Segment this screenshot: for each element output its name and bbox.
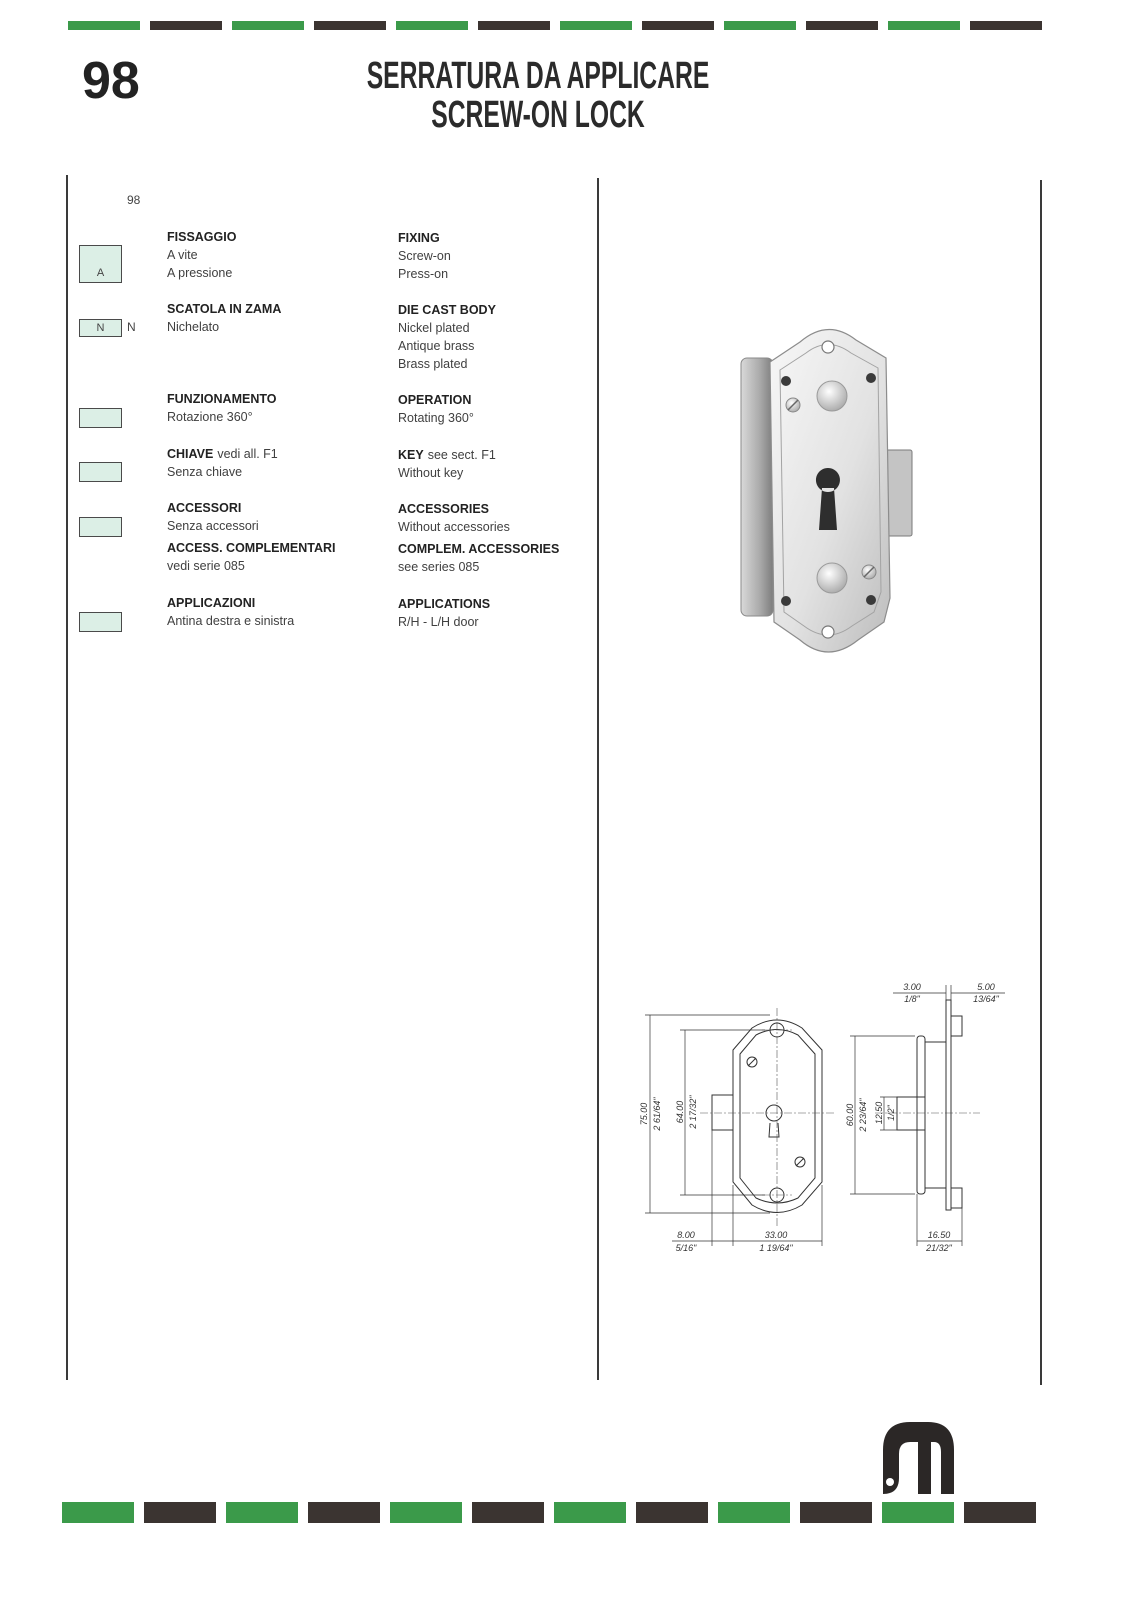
dim-flange-mm: 5.00 [977, 982, 995, 992]
bolt-side [897, 1097, 925, 1130]
page-title [343, 57, 733, 135]
spec-complementary-it [167, 539, 336, 575]
rivet-bottom-left [781, 596, 791, 606]
title-english: SCREW-ON LOCK [431, 94, 645, 136]
dim-hole-spacing-in: 2 17/32" [688, 1095, 698, 1129]
stripe-dark [642, 21, 714, 30]
stripe-green [232, 21, 304, 30]
brand-logo [875, 1415, 960, 1500]
stripe-green [226, 1502, 298, 1523]
side-view [897, 1000, 962, 1210]
dim-plate-width-in: 1 19/64" [759, 1243, 793, 1253]
spec-accessories-en [398, 500, 510, 536]
spec-heading: COMPLEM. ACCESSORIES [398, 542, 560, 556]
title-italian: SERRATURA DA APPLICARE [366, 55, 710, 97]
spec-accessories-it [167, 499, 259, 535]
stripe-green [390, 1502, 462, 1523]
spec-value: Antina destra e sinistra [167, 614, 295, 628]
spec-heading-note: vedi all. F1 [217, 447, 278, 461]
dim-depth-in: 21/32" [926, 1243, 952, 1253]
spec-value: see series 085 [398, 560, 480, 574]
stripe-green [724, 21, 796, 30]
rivet-top-right [866, 373, 876, 383]
stripe-green [560, 21, 632, 30]
front-plate-inner-outline [740, 1030, 815, 1204]
stripe-dark [308, 1502, 380, 1523]
stripe-dark [314, 21, 386, 30]
stripe-dark [964, 1502, 1036, 1523]
spec-heading: OPERATION [398, 393, 472, 407]
dim-bolt-height-mm: 12.50 [874, 1101, 884, 1125]
spec-applications-it [167, 594, 294, 630]
side-flange-tab-top [951, 1016, 962, 1036]
spec-heading: DIE CAST BODY [398, 303, 496, 317]
side-flange [946, 1000, 951, 1210]
spec-heading-row [398, 446, 496, 464]
spec-value: Screw-on [398, 249, 451, 263]
spec-fixing-it [167, 228, 236, 282]
spec-heading-note: see sect. F1 [427, 448, 496, 462]
spec-value: Brass plated [398, 357, 468, 371]
spec-body-en [398, 301, 496, 373]
spec-heading: ACCESSORIES [398, 502, 489, 516]
stripe-dark [478, 21, 550, 30]
dim-flange-in: 13/64" [973, 994, 999, 1004]
stripe-dark [970, 21, 1042, 30]
keyhole-outline [769, 1123, 779, 1137]
spec-applications-en [398, 595, 490, 631]
dim-hole-spacing-mm: 64.00 [675, 1100, 685, 1124]
spec-heading: FISSAGGIO [167, 230, 237, 244]
middle-column-rule [597, 178, 599, 1380]
section-reference: 98 [127, 193, 141, 207]
spec-complementary-en [398, 540, 559, 576]
option-box-fixing [79, 245, 122, 283]
spec-heading: ACCESSORI [167, 501, 242, 515]
dim-plate-width-mm: 33.00 [764, 1230, 788, 1240]
stripe-green [68, 21, 140, 30]
dim-plate-thickness-mm: 3.00 [903, 982, 921, 992]
left-column-rule [66, 175, 68, 1380]
lock-side-face [741, 358, 773, 616]
option-box-body [79, 319, 122, 337]
option-box-applications [79, 612, 122, 632]
page-number: 98 [82, 52, 140, 110]
spec-value: Senza accessori [167, 519, 259, 533]
dim-bolt-height-in: 1/2" [886, 1105, 896, 1121]
spec-value: Nichelato [167, 320, 220, 334]
spec-value: Rotazione 360° [167, 410, 253, 424]
spec-heading: KEY [398, 448, 424, 462]
front-plate-outline [733, 1020, 822, 1213]
dim-body-height-mm: 60.00 [845, 1103, 855, 1127]
stripe-dark [472, 1502, 544, 1523]
stripe-dark [144, 1502, 216, 1523]
right-column-rule [1040, 180, 1042, 1385]
top-stripe-bar [68, 21, 1042, 30]
spec-heading: APPLICATIONS [398, 597, 491, 611]
stripe-dark [800, 1502, 872, 1523]
dim-bolt-offset-in: 5/16" [675, 1243, 697, 1253]
option-box-key [79, 462, 122, 482]
spec-value: Press-on [398, 267, 449, 281]
logo-hook-dot [886, 1478, 894, 1486]
spec-value: Senza chiave [167, 465, 243, 479]
option-box-label: N [96, 322, 105, 334]
spec-heading-row [167, 445, 278, 463]
spec-key-it [167, 445, 278, 481]
dim-depth-mm: 16.50 [927, 1230, 951, 1240]
spec-heading: SCATOLA IN ZAMA [167, 302, 282, 316]
stripe-dark [150, 21, 222, 30]
spec-value: Nickel plated [398, 321, 470, 335]
screw-bottom-slot [796, 1158, 804, 1166]
pin-bottom [817, 563, 847, 593]
front-view [712, 1020, 822, 1213]
spec-value: A pressione [167, 266, 233, 280]
lock-photo [730, 315, 930, 665]
dim-plate-thickness-in: 1/8" [904, 994, 920, 1004]
spec-heading: ACCESS. COMPLEMENTARI [167, 541, 336, 555]
mounting-hole-bottom [822, 626, 834, 638]
stripe-dark [806, 21, 878, 30]
side-body [925, 1042, 946, 1188]
screw-top-slot [748, 1058, 756, 1066]
spec-operation-it [167, 390, 277, 426]
spec-value: Antique brass [398, 339, 475, 353]
stripe-green [554, 1502, 626, 1523]
rivet-top-left [781, 376, 791, 386]
spec-value: R/H - L/H door [398, 615, 479, 629]
spec-heading: CHIAVE [167, 447, 214, 461]
spec-value: Without key [398, 466, 464, 480]
spec-heading: FUNZIONAMENTO [167, 392, 277, 406]
rivet-bottom-right [866, 595, 876, 605]
stripe-dark [636, 1502, 708, 1523]
option-box-label: A [96, 267, 105, 279]
spec-value: Rotating 360° [398, 411, 474, 425]
spec-key-en [398, 446, 496, 482]
spec-fixing-en [398, 229, 451, 283]
dim-body-height-in: 2 23/64" [858, 1098, 868, 1132]
dim-overall-height-in: 2 61/64" [652, 1097, 662, 1131]
dim-overall-height-mm: 75.00 [639, 1102, 649, 1126]
stripe-green [718, 1502, 790, 1523]
pin-top [817, 381, 847, 411]
spec-value: vedi serie 085 [167, 559, 245, 573]
bottom-stripe-bar [62, 1502, 1036, 1523]
spec-value: A vite [167, 248, 198, 262]
stripe-green [62, 1502, 134, 1523]
bolt-front [712, 1095, 733, 1130]
spec-heading: APPLICAZIONI [167, 596, 256, 610]
stripe-green [888, 21, 960, 30]
option-box-accessories [79, 517, 122, 537]
mounting-hole-top [822, 341, 834, 353]
stripe-green [396, 21, 468, 30]
technical-drawing [630, 975, 1020, 1265]
side-plate [917, 1036, 925, 1194]
option-box-operation [79, 408, 122, 428]
stripe-green [882, 1502, 954, 1523]
option-box-suffix: N [127, 320, 136, 334]
spec-value: Without accessories [398, 520, 510, 534]
spec-operation-en [398, 391, 474, 427]
side-flange-tab-bottom [951, 1188, 962, 1208]
dim-bolt-offset-mm: 8.00 [677, 1230, 695, 1240]
spec-body-it [167, 300, 281, 336]
spec-heading: FIXING [398, 231, 440, 245]
